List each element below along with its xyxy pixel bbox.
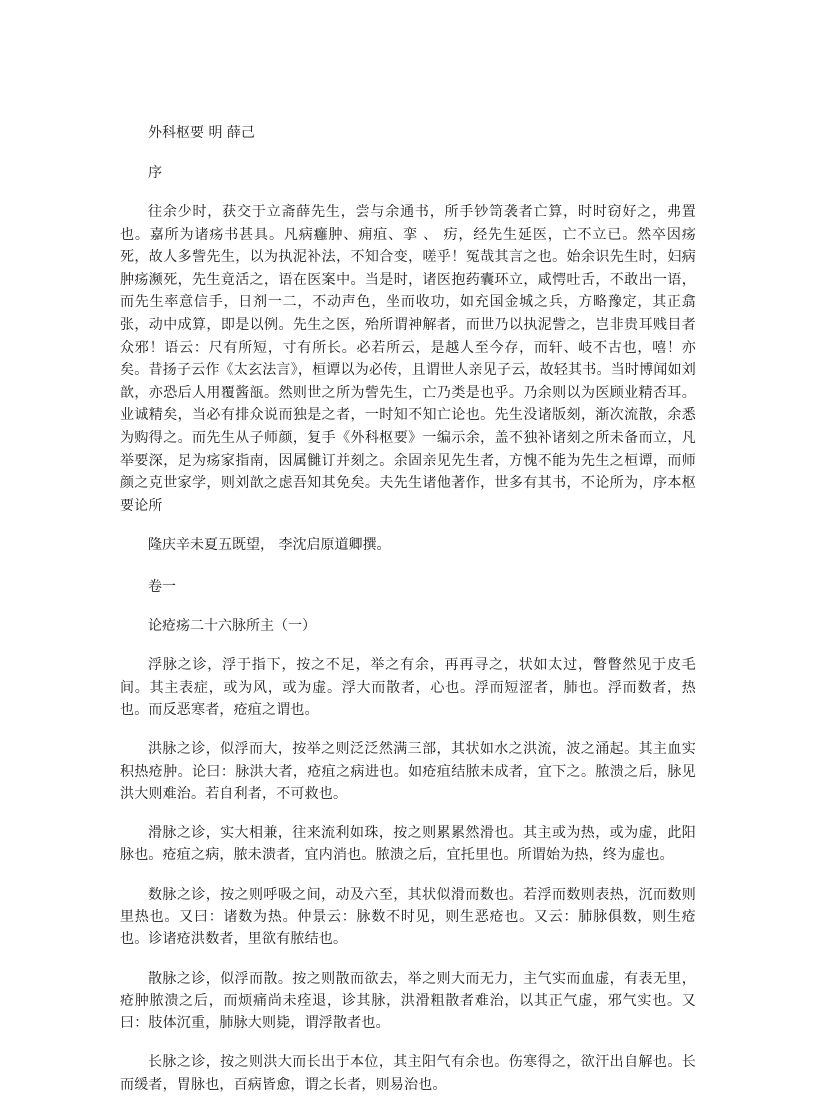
body-paragraph: 数脉之诊，按之则呼吸之间，动及六至，其状似滑而数也。若浮而数则表热，沉而数则里热也。又曰：诸数为热。仲景云：脉数不时见，则生恶疮也。又云：肺脉俱数，则生疮也。诊诸疮洪数者，里欲有脓结也。 xyxy=(120,886,696,948)
body-paragraph: 浮脉之诊，浮于指下，按之不足，举之有余，再再寻之，状如太过，瞥瞥然见于皮毛间。其主表症，或为风，或为虚。浮大而散者，心也。浮而短涩者，肺也。浮而数者，热也。而反恶寒者，疮疽之谓也。 xyxy=(120,657,696,718)
body-paragraph: 长脉之诊，按之则洪大而长出于本位，其主阳气有余也。伤寒得之，欲汗出自解也。长而缓者，胃脉也，百病皆愈，谓之长者，则易治也。 xyxy=(120,1054,696,1093)
document-page xyxy=(120,122,696,1093)
book-title: 外科枢要 明 薛己 xyxy=(148,125,255,141)
chapter-heading: 论疮疡二十六脉所主（一） xyxy=(148,618,316,635)
body-paragraph: 滑脉之诊，实大相兼，往来流利如珠，按之则累累然滑也。其主或为热，或为虚，此阳脉也。疮疽之病，脓未溃者，宜内消也。脓溃之后，宜托里也。所谓始为热，终为虚也。 xyxy=(120,825,696,864)
body-paragraph: 洪脉之诊，似浮而大，按举之则泛泛然满三部，其状如水之洪流，波之涌起。其主血实积热疮肿。论曰：脉洪大者，疮疽之病进也。如疮疽结脓未成者，宜下之。脓溃之后，脉见洪大则难治。若自利者，不可救也。 xyxy=(120,741,696,802)
body-paragraph: 散脉之诊，似浮而散。按之则散而欲去，举之则大而无力，主气实而血虚，有表无里，疮肿脓溃之后，而烦痛尚未痊退，诊其脉，洪滑粗散者难治，以其正气虚，邪气实也。又曰：肢体沉重，肺脉大则毙，谓浮散者也。 xyxy=(120,970,696,1032)
preface-signature: 隆庆辛未夏五既望， 李沈启原道卿撰。 xyxy=(148,537,391,554)
preface-heading: 序 xyxy=(148,165,162,181)
volume-heading: 卷一 xyxy=(148,579,176,596)
preface-paragraph: 往余少时，获交于立斋薛先生，尝与余通书，所手钞笥袭者亡算，时时窃好之，弗置也。嘉所为诸疡书甚具。凡病癰肿、痈疽、挛 、 疠，经先生延医，亡不立已。然卒因疡死，故人多訾先生，以为执泥补法，不知合变，嗟乎！冤哉其言之也。始余识先生时，妇病肿疡濒死，先生竟活之，语在医案中。当是时，诸医抱药囊环立，咸愕吐舌，不敢出一语，而先生率意信手，日剂一二，不动声色，坐而收功，如充国金城之兵，方略豫定，其正翕张，动中成算，即是以例。先生之医，殆所谓神解者，而世乃以执泥訾之，岂非贵耳贱目者众邪！语云：尺有所短，寸有所长。必若所云，是越人至今存，而轩、岐不古也，嘻！亦 矣。昔扬子云作《太玄法言》，桓谭以为必传，且谓世人亲见子云，故轻其书。当时博闻如刘歆，亦恐后人用覆酱瓿。然则世之所为訾先生，亡乃类是也乎。乃余则以为医顾业精否耳。业诚精矣，当必有排众说而独是之者，一时知不知亡论也。先生没诸版刻，渐次流散，余悉为购得之。而先生从子师颜，复手《外科枢要》一编示余，盖不独补诸刻之所未备而立，凡举要深，足为疡家指南，因属雠订并刻之。余固亲见先生者，方愧不能为先生之桓谭，而师颜之克世家学，则刘歆之虑吾知其免矣。夫先生诸他著作，世多有其书，不论所为，序本枢要论所 xyxy=(120,204,696,514)
